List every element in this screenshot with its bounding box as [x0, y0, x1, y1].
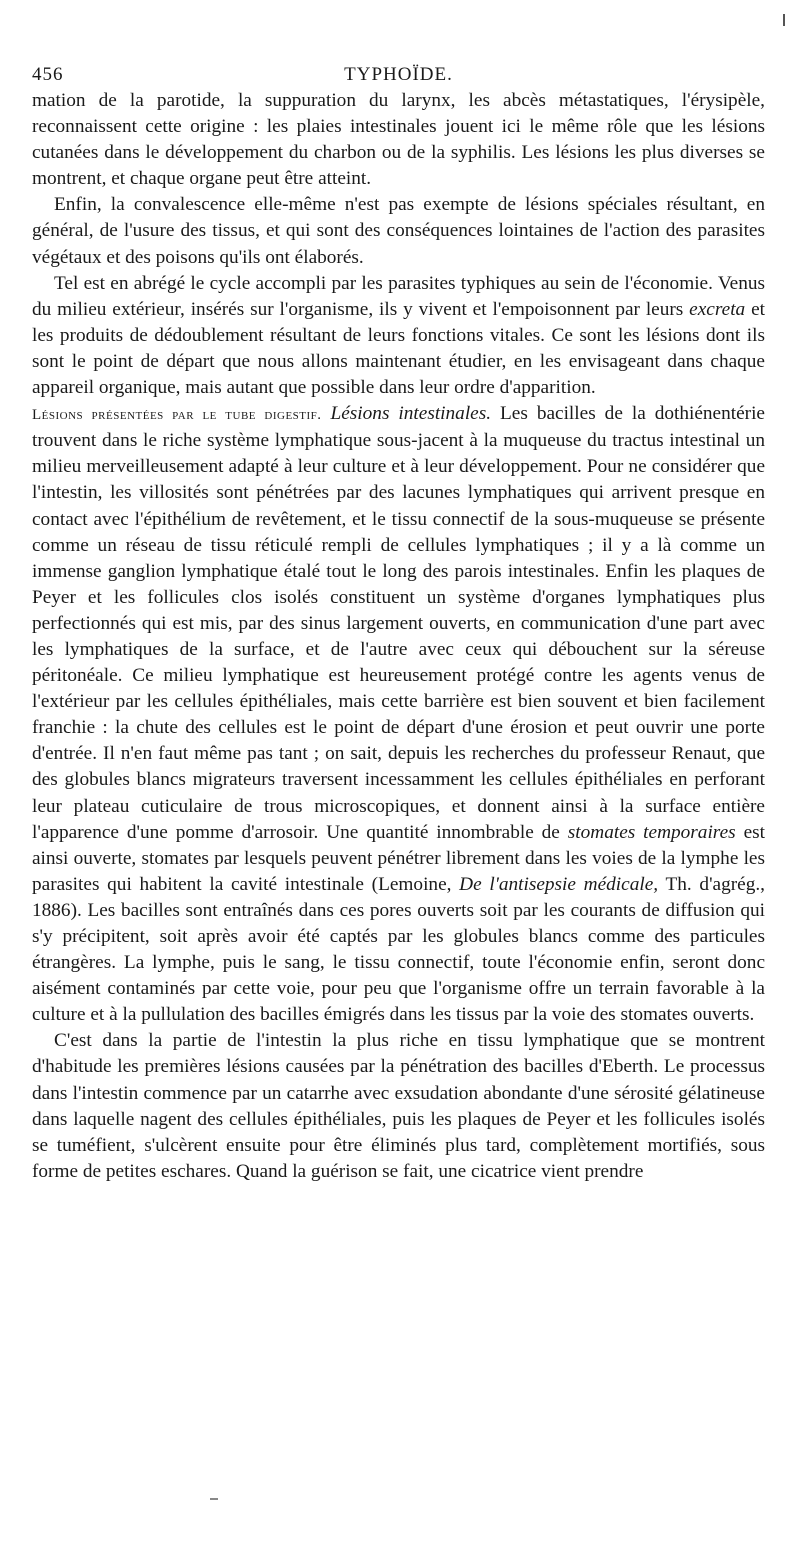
- section-subheading: Lésions intestinales.: [330, 403, 492, 425]
- paragraph-4: [32, 401, 765, 1028]
- paragraph-3: [32, 271, 765, 401]
- paragraph-2: Enfin, la convalescence elle-même n'est pas exempte de lésions spéciales résultant, en général, de l'usure des tissus, et qui sont des conséquences lointaines de l'action des parasites végétaux et des poisons qu'ils ont élaborés.: [32, 194, 765, 268]
- footer-mark: [210, 1498, 218, 1500]
- page-number: 456: [32, 64, 64, 85]
- paragraph-4-text-c: Th. d'agrég., 1886). Les bacilles sont entraînés dans ces pores ouverts soit par les courants de diffusion qui s'y précipitent, soit après avoir été captés par les globules blancs comme des particules étrangères. La lymphe, puis le sang, le tissu connectif, toute l'économie enfin, seront donc aisément contaminés par cette voie, pour peu que l'organisme offre un terrain favorable à la culture et à la pullulation des bacilles émigrés dans les tissus par la voie des stomates ouverts.: [32, 873, 766, 1026]
- paragraph-3-text-a: Tel est en abrégé le cycle accompli par les parasites typhiques au sein de l'économie. Venus du milieu extérieur, insérés sur l'organisme, ils y vivent et l'empoisonnent par leurs: [32, 272, 765, 320]
- paragraph-3-text-b: et les produits de dédoublement résultant de leurs fonctions vitales. Ce sont les lésions dont ils sont le point de départ que nous allons maintenant étudier, en les envisageant dans chaque appareil organique, mais autant que possible dans leur ordre d'apparition.: [32, 298, 765, 399]
- paragraph-5: C'est dans la partie de l'intestin la plus riche en tissu lymphatique que se montrent d'habitude les premières lésions causées par la pénétration des bacilles d'Eberth. Le processus dans l'intestin commence par un catarrhe avec exsudation abondante d'une sérosité gélatineuse dans laquelle nagent des cellules épithéliales, puis les plaques de Peyer et les follicules isolés se tuméfient, s'ulcèrent ensuite pour être éliminés plus tard, complètement mortifiés, sous forme de petites eschares. Quand la guérison se fait, une cicatrice vient prendre: [32, 1030, 765, 1182]
- citation-title: De l'antisepsie médicale,: [459, 873, 659, 895]
- running-head: [32, 58, 765, 88]
- paragraph-4-text-a: Les bacilles de la dothiénentérie trouvent dans le riche système lymphatique sous-jacent à la muqueuse du tractus intestinal un milieu merveilleusement adapté à leur culture et à leur développement. Pour ne considérer que l'intestin, les villosités sont pénétrées par des lacunes lymphatiques qui arrivent presque en contact avec l'épithélium de revêtement, et le tissu connectif de la sous-muqueuse se présente comme un réseau de tissu réticulé rempli de cellules lymphatiques ; il y a là comme un immense ganglion lymphatique étalé tout le long des parois intestinales. Enfin les plaques de Peyer et les follicules clos isolés constituent un système d'organes lymphatiques plus perfectionnés qui est mis, par des sinus largement ouverts, en communication d'une part avec les lymphatiques de la surface, et de l'autre avec ceux qui débouchent sur la séreuse péritonéale. Ce milieu lymphatique est heureusement protégé contre les agents venus de l'extérieur par les cellules épithéliales, mais cette barrière est bien souvent et bien facilement franchie : la chute des cellules est le point de départ d'une érosion et peut ouvrir une porte d'entrée. Il n'en faut même pas tant ; on sait, depuis les recherches du professeur Renaut, que des globules blancs migrateurs traversent incessamment les cellules épithéliales en perforant leur plateau cuticulaire de trous microscopiques, et donnent ainsi à la surface entière l'apparence d'une pomme d'arrosoir. Une quantité innombrable de: [32, 403, 765, 843]
- emphasis-stomates: stomates temporaires: [567, 821, 736, 843]
- body-text: [32, 88, 765, 1185]
- emphasis-excreta: excreta: [689, 298, 746, 320]
- paragraph-1: mation de la parotide, la suppuration du larynx, les abcès métastatiques, l'érysipèle, reconnaissent cette origine : les plaies intestinales jouent ici le même rôle que les lésions cutanées dans le développement du charbon ou de la syphilis. Les lésions les plus diverses se montrent, et chaque organe peut être atteint.: [32, 90, 765, 190]
- running-title: TYPHOÏDE.: [344, 64, 453, 85]
- edge-mark: [783, 14, 785, 26]
- paragraph-4-text-b: est ainsi ouverte, stomates par lesquels peuvent pénétrer librement dans les voies de la lymphe les parasites qui habitent la cavité intestinale (Lemoine,: [32, 821, 765, 895]
- section-heading: Lésions présentées par le tube digestif.: [32, 407, 322, 424]
- document-page: [32, 58, 765, 1185]
